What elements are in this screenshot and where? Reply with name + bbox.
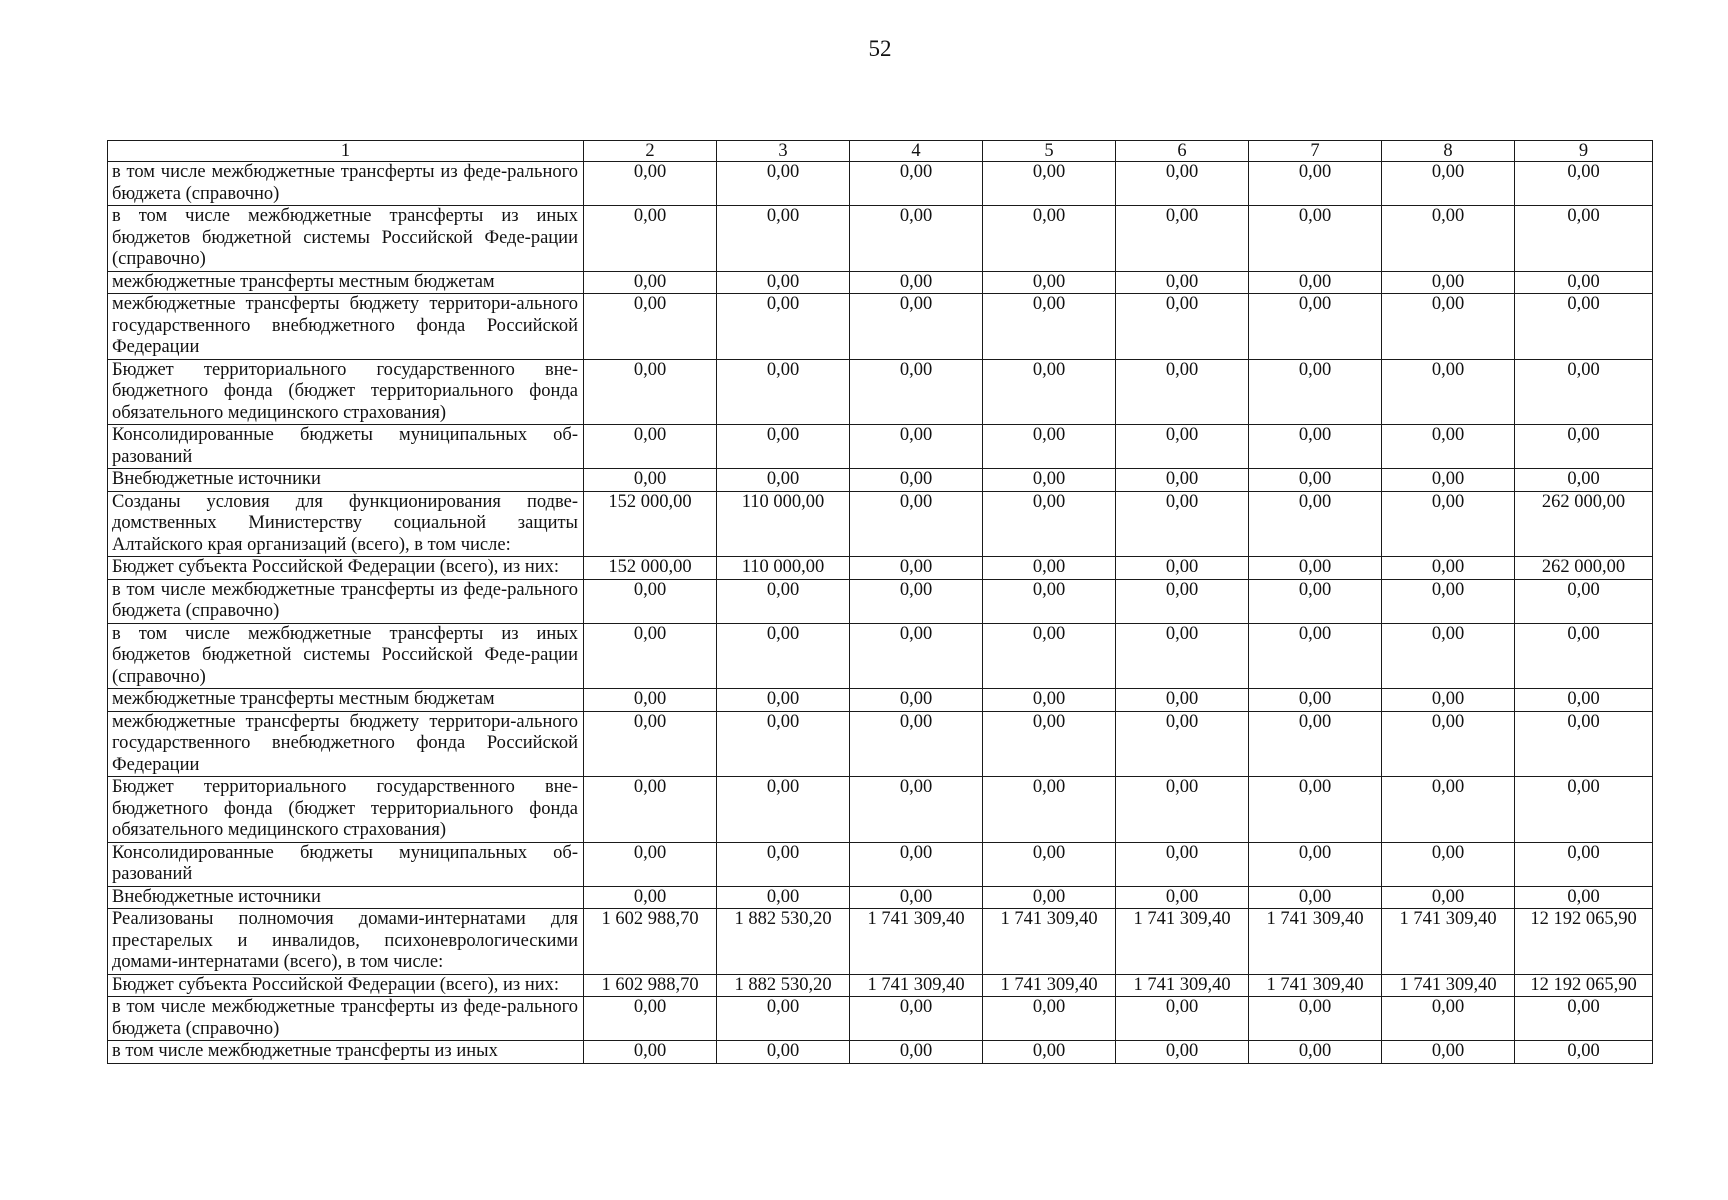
row-label: межбюджетные трансферты местным бюджетам [108, 271, 584, 294]
table-row [108, 623, 1653, 689]
row-value: 0,00 [1116, 579, 1249, 623]
row-value: 0,00 [584, 162, 717, 206]
row-value: 0,00 [584, 711, 717, 777]
page-number: 52 [868, 36, 892, 61]
row-value: 0,00 [850, 294, 983, 360]
row-value: 1 602 988,70 [584, 974, 717, 997]
column-header: 9 [1515, 141, 1653, 162]
table-row [108, 974, 1653, 997]
row-value: 0,00 [1116, 557, 1249, 580]
row-value: 1 741 309,40 [1116, 909, 1249, 975]
row-value: 0,00 [983, 425, 1116, 469]
row-value: 0,00 [1515, 162, 1653, 206]
row-value: 0,00 [983, 557, 1116, 580]
row-value: 0,00 [584, 294, 717, 360]
row-value: 0,00 [983, 294, 1116, 360]
row-value: 0,00 [1249, 425, 1382, 469]
row-value: 0,00 [1515, 425, 1653, 469]
header-row [108, 141, 1653, 162]
column-header: 5 [983, 141, 1116, 162]
row-value: 0,00 [1382, 689, 1515, 712]
row-value: 0,00 [1249, 623, 1382, 689]
row-value: 0,00 [1116, 206, 1249, 272]
row-value: 1 741 309,40 [850, 909, 983, 975]
row-value: 0,00 [1382, 886, 1515, 909]
row-value: 0,00 [1515, 1041, 1653, 1064]
row-value: 0,00 [1249, 206, 1382, 272]
row-value: 0,00 [850, 359, 983, 425]
row-label: в том числе межбюджетные трансферты из феде-рального бюджета (справочно) [108, 997, 584, 1041]
row-value: 0,00 [1515, 777, 1653, 843]
row-label: Бюджет территориального государственного вне-бюджетного фонда (бюджет территориального фонда обязательного медицинского страхования) [108, 359, 584, 425]
row-value: 0,00 [983, 1041, 1116, 1064]
row-value: 0,00 [850, 271, 983, 294]
row-value: 1 602 988,70 [584, 909, 717, 975]
row-value: 0,00 [1249, 271, 1382, 294]
row-value: 0,00 [1515, 623, 1653, 689]
row-value: 0,00 [717, 997, 850, 1041]
row-label: Внебюджетные источники [108, 469, 584, 492]
row-value: 0,00 [584, 623, 717, 689]
row-label: в том числе межбюджетные трансферты из иных [108, 1041, 584, 1064]
row-value: 0,00 [1116, 689, 1249, 712]
row-value: 0,00 [1515, 271, 1653, 294]
row-value: 0,00 [1515, 842, 1653, 886]
row-label: Консолидированные бюджеты муниципальных об-разований [108, 425, 584, 469]
row-value: 0,00 [1382, 425, 1515, 469]
row-value: 0,00 [1515, 997, 1653, 1041]
row-value: 152 000,00 [584, 491, 717, 557]
row-value: 0,00 [717, 271, 850, 294]
row-value: 0,00 [1116, 294, 1249, 360]
column-header: 3 [717, 141, 850, 162]
row-value: 0,00 [717, 206, 850, 272]
row-value: 0,00 [1382, 623, 1515, 689]
row-value: 0,00 [1116, 162, 1249, 206]
row-value: 0,00 [1382, 491, 1515, 557]
row-label: в том числе межбюджетные трансферты из иных бюджетов бюджетной системы Российской Феде-рации (справочно) [108, 623, 584, 689]
row-value: 0,00 [1515, 886, 1653, 909]
table-row [108, 557, 1653, 580]
row-value: 0,00 [1249, 886, 1382, 909]
row-value: 0,00 [850, 777, 983, 843]
row-value: 0,00 [717, 842, 850, 886]
table-body [108, 162, 1653, 1064]
row-value: 0,00 [983, 579, 1116, 623]
row-value: 0,00 [850, 842, 983, 886]
row-value: 1 741 309,40 [983, 909, 1116, 975]
row-value: 0,00 [1382, 777, 1515, 843]
row-value: 0,00 [1382, 162, 1515, 206]
row-value: 0,00 [1116, 623, 1249, 689]
row-value: 0,00 [850, 623, 983, 689]
row-value: 1 741 309,40 [1249, 974, 1382, 997]
row-value: 0,00 [983, 623, 1116, 689]
row-label: Внебюджетные источники [108, 886, 584, 909]
row-value: 0,00 [584, 1041, 717, 1064]
row-label: в том числе межбюджетные трансферты из иных бюджетов бюджетной системы Российской Феде-рации (справочно) [108, 206, 584, 272]
table-row [108, 425, 1653, 469]
row-value: 1 882 530,20 [717, 974, 850, 997]
column-header: 1 [108, 141, 584, 162]
row-value: 0,00 [584, 777, 717, 843]
table-row [108, 886, 1653, 909]
table-row [108, 842, 1653, 886]
row-value: 0,00 [1249, 777, 1382, 843]
row-value: 0,00 [983, 711, 1116, 777]
row-value: 0,00 [1116, 711, 1249, 777]
row-value: 0,00 [584, 997, 717, 1041]
row-value: 0,00 [584, 886, 717, 909]
row-value: 0,00 [850, 425, 983, 469]
row-value: 0,00 [717, 623, 850, 689]
row-value: 0,00 [717, 425, 850, 469]
row-value: 0,00 [850, 579, 983, 623]
column-header: 2 [584, 141, 717, 162]
row-value: 0,00 [1116, 1041, 1249, 1064]
row-value: 0,00 [1249, 162, 1382, 206]
row-value: 0,00 [717, 711, 850, 777]
row-label: Бюджет субъекта Российской Федерации (всего), из них: [108, 974, 584, 997]
row-value: 0,00 [1249, 1041, 1382, 1064]
row-value: 0,00 [1382, 711, 1515, 777]
table-row [108, 359, 1653, 425]
row-value: 12 192 065,90 [1515, 909, 1653, 975]
row-value: 0,00 [717, 294, 850, 360]
row-value: 0,00 [850, 1041, 983, 1064]
table-row [108, 294, 1653, 360]
row-value: 0,00 [1515, 689, 1653, 712]
row-value: 0,00 [983, 689, 1116, 712]
row-value: 0,00 [983, 271, 1116, 294]
row-value: 0,00 [850, 886, 983, 909]
row-value: 1 741 309,40 [983, 974, 1116, 997]
row-value: 0,00 [1515, 294, 1653, 360]
row-value: 1 741 309,40 [1116, 974, 1249, 997]
row-value: 0,00 [1116, 359, 1249, 425]
column-header: 8 [1382, 141, 1515, 162]
budget-table [107, 140, 1653, 1064]
row-value: 1 741 309,40 [850, 974, 983, 997]
row-value: 0,00 [1382, 579, 1515, 623]
row-value: 0,00 [1116, 271, 1249, 294]
row-value: 0,00 [1382, 469, 1515, 492]
row-value: 0,00 [850, 557, 983, 580]
table-row [108, 777, 1653, 843]
table-row [108, 579, 1653, 623]
row-value: 0,00 [1116, 491, 1249, 557]
row-value: 0,00 [850, 162, 983, 206]
row-value: 0,00 [983, 997, 1116, 1041]
row-value: 0,00 [1382, 842, 1515, 886]
row-value: 0,00 [983, 359, 1116, 425]
row-label: Созданы условия для функционирования подве-домственных Министерству социальной защиты Алтайского края организаций (всего), в том числе: [108, 491, 584, 557]
row-value: 262 000,00 [1515, 557, 1653, 580]
row-label: Реализованы полномочия домами-интернатами для престарелых и инвалидов, психоневрологическими домами-интернатами (всего), в том числе: [108, 909, 584, 975]
row-value: 0,00 [1249, 557, 1382, 580]
row-value: 0,00 [717, 777, 850, 843]
row-value: 0,00 [717, 1041, 850, 1064]
row-value: 0,00 [584, 271, 717, 294]
table-row [108, 491, 1653, 557]
row-label: в том числе межбюджетные трансферты из феде-рального бюджета (справочно) [108, 162, 584, 206]
row-value: 1 741 309,40 [1382, 909, 1515, 975]
row-value: 0,00 [717, 689, 850, 712]
row-value: 0,00 [584, 359, 717, 425]
table-row [108, 162, 1653, 206]
row-value: 0,00 [1249, 689, 1382, 712]
row-value: 0,00 [1249, 359, 1382, 425]
row-value: 0,00 [1116, 842, 1249, 886]
row-value: 0,00 [850, 469, 983, 492]
row-label: Бюджет территориального государственного вне-бюджетного фонда (бюджет территориального фонда обязательного медицинского страхования) [108, 777, 584, 843]
row-value: 0,00 [850, 491, 983, 557]
row-value: 0,00 [717, 469, 850, 492]
table-row [108, 909, 1653, 975]
row-value: 0,00 [584, 689, 717, 712]
row-value: 0,00 [1116, 997, 1249, 1041]
row-value: 0,00 [717, 579, 850, 623]
row-label: Консолидированные бюджеты муниципальных об-разований [108, 842, 584, 886]
row-value: 0,00 [1382, 997, 1515, 1041]
row-value: 0,00 [1249, 997, 1382, 1041]
row-value: 0,00 [1249, 469, 1382, 492]
table-row [108, 711, 1653, 777]
row-value: 0,00 [1382, 1041, 1515, 1064]
row-label: межбюджетные трансферты бюджету территори-ального государственного внебюджетного фонда Российской Федерации [108, 294, 584, 360]
row-value: 0,00 [1515, 469, 1653, 492]
row-value: 0,00 [1249, 579, 1382, 623]
row-value: 0,00 [1515, 711, 1653, 777]
row-value: 0,00 [1249, 842, 1382, 886]
table-row [108, 271, 1653, 294]
row-label: Бюджет субъекта Российской Федерации (всего), из них: [108, 557, 584, 580]
row-value: 0,00 [1249, 711, 1382, 777]
row-label: в том числе межбюджетные трансферты из феде-рального бюджета (справочно) [108, 579, 584, 623]
row-value: 110 000,00 [717, 491, 850, 557]
column-header: 7 [1249, 141, 1382, 162]
row-value: 0,00 [584, 842, 717, 886]
row-value: 1 882 530,20 [717, 909, 850, 975]
row-value: 0,00 [1515, 359, 1653, 425]
row-value: 0,00 [983, 491, 1116, 557]
row-value: 0,00 [1382, 359, 1515, 425]
row-value: 262 000,00 [1515, 491, 1653, 557]
row-value: 0,00 [983, 206, 1116, 272]
row-value: 0,00 [983, 162, 1116, 206]
row-value: 0,00 [584, 579, 717, 623]
row-value: 0,00 [717, 162, 850, 206]
row-value: 0,00 [584, 206, 717, 272]
row-label: межбюджетные трансферты бюджету территори-ального государственного внебюджетного фонда Российской Федерации [108, 711, 584, 777]
row-value: 0,00 [1249, 294, 1382, 360]
table-row [108, 689, 1653, 712]
row-value: 0,00 [1515, 206, 1653, 272]
row-value: 0,00 [983, 469, 1116, 492]
row-value: 0,00 [1515, 579, 1653, 623]
row-value: 0,00 [1249, 491, 1382, 557]
row-value: 0,00 [850, 711, 983, 777]
row-value: 0,00 [983, 842, 1116, 886]
row-value: 0,00 [983, 777, 1116, 843]
row-value: 110 000,00 [717, 557, 850, 580]
row-value: 0,00 [1116, 425, 1249, 469]
row-value: 12 192 065,90 [1515, 974, 1653, 997]
row-value: 0,00 [717, 886, 850, 909]
row-value: 0,00 [850, 997, 983, 1041]
row-value: 0,00 [1116, 777, 1249, 843]
table-row [108, 469, 1653, 492]
row-value: 0,00 [584, 425, 717, 469]
row-value: 0,00 [717, 359, 850, 425]
row-value: 0,00 [1116, 886, 1249, 909]
table-row [108, 206, 1653, 272]
row-value: 1 741 309,40 [1249, 909, 1382, 975]
row-value: 0,00 [584, 469, 717, 492]
row-value: 0,00 [1382, 271, 1515, 294]
row-value: 0,00 [1382, 557, 1515, 580]
row-value: 0,00 [1382, 206, 1515, 272]
row-value: 0,00 [1116, 469, 1249, 492]
row-value: 0,00 [850, 689, 983, 712]
row-value: 0,00 [850, 206, 983, 272]
column-header: 6 [1116, 141, 1249, 162]
row-value: 0,00 [1382, 294, 1515, 360]
table-row [108, 997, 1653, 1041]
row-value: 1 741 309,40 [1382, 974, 1515, 997]
table-row [108, 1041, 1653, 1064]
row-value: 0,00 [983, 886, 1116, 909]
column-header: 4 [850, 141, 983, 162]
row-value: 152 000,00 [584, 557, 717, 580]
row-label: межбюджетные трансферты местным бюджетам [108, 689, 584, 712]
